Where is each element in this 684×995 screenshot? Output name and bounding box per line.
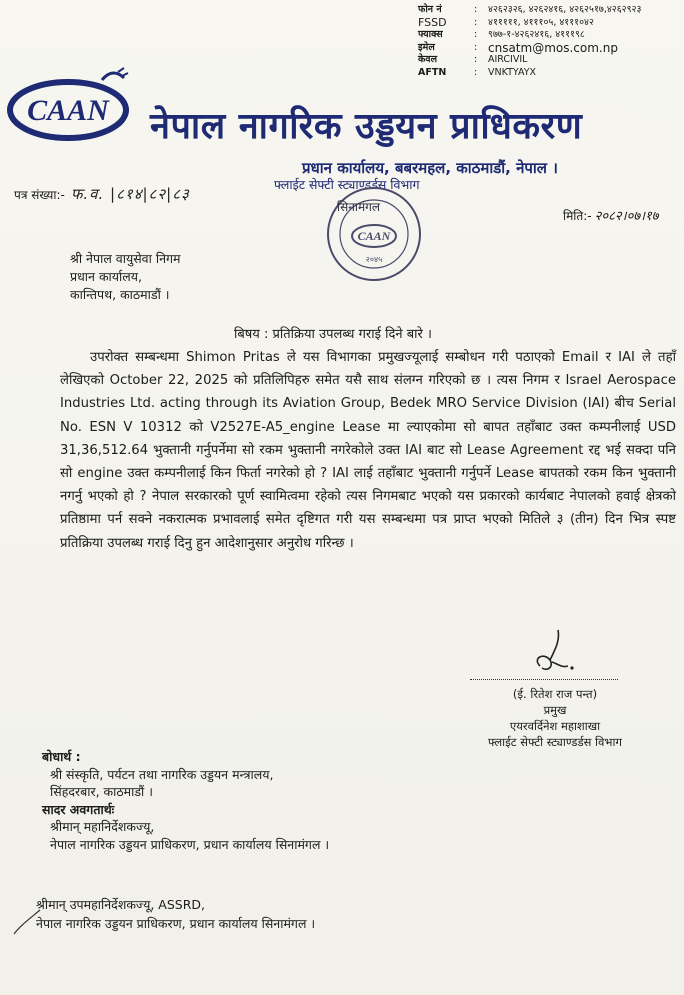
info-heading: बोधार्थ : [42, 749, 81, 764]
organization-name: नेपाल नागरिक उड्डयन प्राधिकरण [150, 106, 583, 147]
cc-line: श्रीमान् उपमहानिर्देशकज्यू, ASSRD, [36, 897, 205, 912]
fax-label: फ्याक्स [418, 29, 443, 41]
signatory-division: एयरवर्दिनेश महाशाखा [509, 719, 601, 733]
signatory-department: फ्लाईट सेफ्टी स्ट्याण्डर्डस विभाग [488, 735, 622, 749]
signatory-block [440, 686, 670, 750]
cc-line: श्री संस्कृति, पर्यटन तथा नागरिक उड्डयन मन्त्रालय, [50, 766, 274, 782]
recipient-line: प्रधान कार्यालय, [70, 269, 142, 284]
recipient-line: श्री नेपाल वायुसेवा निगम [70, 251, 181, 266]
letter-body: उपरोक्त सम्बन्धमा Shimon Pritas ले यस विभागका प्रमुखज्यूलाई सम्बोधन गरी पठाएको Email र IAI ले तहाँ लेखिएको October 22, 2025 को प्रतिलिपिहरु समेत यसै साथ संलग्न गरिएको छ । त्यस निगम र Israel Aerospace Industries Ltd. acting through its Aviation Group, Bedek MRO Service Division (IAI) बीच Serial No. ESN V 10312 को V2527E-A5_engine Lease मा ल्याएकोमा सो बापत तहाँबाट उक्त कम्पनीलाई USD 31,36,512.64 भुक्तानी गर्नुपर्नेमा सो रकम भुक्तानी नगरेकोले उक्त IAI बाट सो Lease Agreement रद्द भई सक्दा पनि सो engine उक्त कम्पनीलाई किन फिर्ता नगरेको हो ? IAI लाई तहाँबाट भुक्तानी गर्नुपर्ने Lease बापतको रकम किन भुक्तानी नगर्नु भएको हो ? नेपाल सरकारको पूर्ण स्वामित्वमा रहेको त्यस निगमबाट भएको यस प्रकारको कार्यबाट नेपालको हवाई क्षेत्रको प्रतिष्ठामा पर्न सक्ने नकरात्मक प्रभावलाई समेत दृष्टिगत गरी यस सम्बन्धमा पत्र प्राप्त भएको मितिले ३ (तीन) दिन भित्र स्पष्ट प्रतिक्रिया उपलब्ध गराई दिनु हुन आदेशानुसार अनुरोध गरिन्छ । [60, 350, 676, 551]
signature-line [470, 679, 618, 680]
reference-value: फ.व. |८१४|८२|८३ [70, 185, 190, 203]
contact-aftn: AFTN : VNKTYAYX [418, 67, 680, 80]
copy-to-block [42, 748, 329, 853]
signatory-name: (ई. रितेश राज पन्त) [512, 687, 598, 701]
contact-cable: केवल : AIRCIVIL [418, 54, 680, 67]
fssd-label: FSSD [418, 15, 447, 29]
signatory-title: प्रमुख [543, 703, 567, 717]
recipient-address [70, 250, 181, 304]
reference-number [14, 184, 190, 204]
stamp-place: सिनामंगल [337, 200, 381, 214]
aftn-value: VNKTYAYX [488, 66, 537, 78]
stamp-logo-text: CAAN [357, 229, 391, 243]
logo-wordmark: CAAN [27, 94, 109, 127]
email-label: इमेल [418, 41, 435, 53]
reference-label: पत्र संख्या:- [14, 188, 65, 202]
contact-block [418, 4, 680, 80]
cc-line: नेपाल नागरिक उड्डयन प्राधिकरण, प्रधान कार्यालय सिनामंगल । [36, 916, 316, 931]
fssd-value: ४१११११, ४१११०५, ४१११०४२ [488, 16, 594, 28]
phone-label: फोन नं [418, 4, 442, 15]
contact-phone: फोन नं : ४२६२३२६, ४२६२४१६, ४२६२५१७,४२६२९२३ [418, 4, 680, 17]
contact-email: इमेल : cnsatm@mos.com.np [418, 42, 680, 55]
cc-line: नेपाल नागरिक उड्डयन प्राधिकरण, प्रधान कार्यालय सिनामंगल । [50, 836, 330, 852]
signature-mark [522, 622, 582, 682]
aftn-label: AFTN [418, 66, 447, 78]
recipient-line: कान्तिपथ, काठमाडौं । [70, 287, 170, 302]
date-label: मिति:- [563, 209, 592, 223]
cable-label: केवल [418, 54, 438, 66]
date-value: २०८२।०७।१७ [594, 209, 659, 224]
caan-logo [6, 66, 136, 152]
letter-subject: बिषय : प्रतिक्रिया उपलब्ध गराई दिने बारे । [234, 327, 432, 342]
cc-line: सिंहदरबार, काठमाडौं । [50, 784, 153, 799]
action-heading: सादर अवगतार्थः [42, 801, 115, 817]
stamp-year: २०४५ [365, 255, 383, 264]
cc-line: श्रीमान् महानिर्देशकज्यू, [50, 819, 155, 834]
letter-date [563, 206, 659, 224]
fax-value: ९७७-१-४२६२४१६, ४१११९८ [488, 29, 585, 41]
cable-value: AIRCIVIL [488, 54, 528, 66]
department-name: फ्लाईट सेफ्टी स्ट्याण्डर्डस विभाग [274, 177, 420, 192]
contact-fax: फ्याक्स : ९७७-१-४२६२४१६, ४१११९८ [418, 29, 680, 42]
head-office-address: प्रधान कार्यालय, बबरमहल, काठमाडौं, नेपाल । [302, 159, 558, 177]
copy-to-deputy [36, 895, 315, 933]
contact-fssd: FSSD : ४१११११, ४१११०५, ४१११०४२ [418, 17, 680, 30]
phone-value: ४२६२३२६, ४२६२४१६, ४२६२५१७,४२६२९२३ [488, 4, 642, 15]
email-value: cnsatm@mos.com.np [488, 40, 618, 55]
